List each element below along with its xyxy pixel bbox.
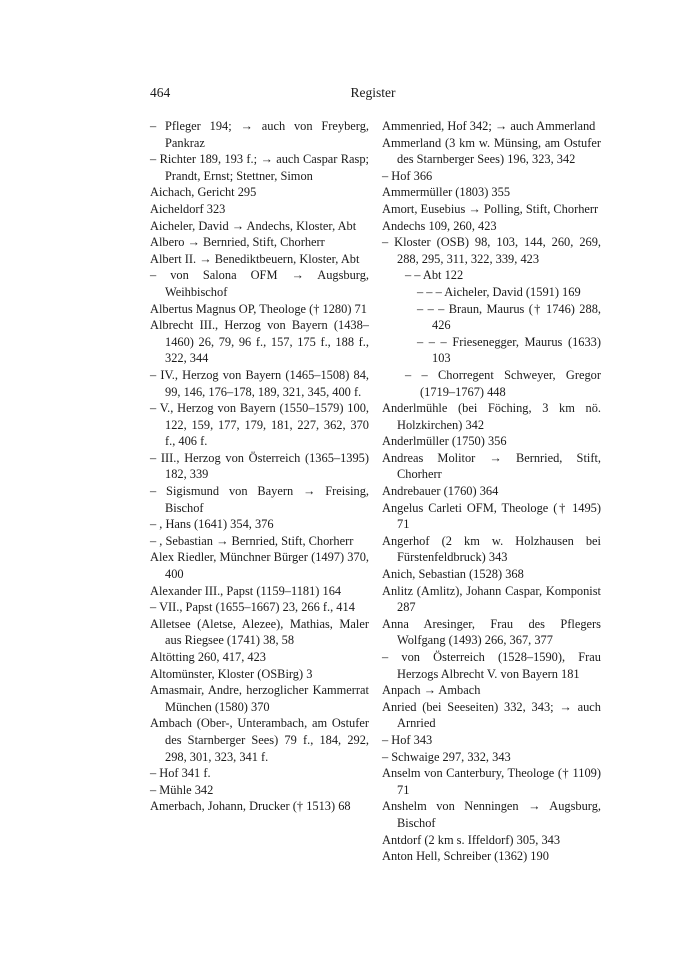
index-entry: – – – Friesenegger, Maurus (1633) 103 — [417, 334, 601, 366]
index-entry: – V., Herzog von Bayern (1550–1579) 100, 122, 159, 177, 179, 181, 227, 362, 370 f., 406 f. — [150, 401, 369, 449]
index-entry: – Mühle 342 — [150, 782, 214, 797]
index-entry: – – – Aicheler, David (1591) 169 — [417, 284, 581, 299]
index-entry: – – Chorregent Schweyer, Gregor (1719–1767) 448 — [405, 367, 601, 399]
index-entry: Andrebauer (1760) 364 — [382, 484, 499, 499]
index-entry: Ammerland (3 km w. Münsing, am Ostufer des Starnberger Sees) 196, 323, 342 — [382, 135, 601, 167]
index-entry: – Sigismund von Bayern → Freising, Bischof — [150, 484, 369, 515]
index-entry: Anpach → Ambach — [382, 683, 481, 698]
index-entry: – III., Herzog von Österreich (1365–1395) 182, 339 — [150, 450, 369, 482]
index-entry: – von Salona OFM → Augsburg, Weihbischof — [150, 268, 369, 299]
index-entry: Albert II. → Benediktbeuern, Kloster, Abt — [150, 251, 360, 266]
index-entry: Anlitz (Amlitz), Johann Caspar, Komponist 287 — [382, 583, 601, 615]
index-entry: – Hof 343 — [382, 732, 433, 747]
index-entry: – Pfleger 194; → auch von Freyberg, Pankraz — [150, 119, 369, 150]
index-entry: Angerhof (2 km w. Holzhausen bei Fürstenfeldbruck) 343 — [382, 533, 601, 565]
index-entry: – VII., Papst (1655–1667) 23, 266 f., 414 — [150, 600, 355, 615]
index-entry: Anderlmüller (1750) 356 — [382, 434, 507, 449]
index-entry: Amort, Eusebius → Polling, Stift, Chorherr — [382, 201, 599, 216]
index-entry: – von Österreich (1528–1590), Frau Herzogs Albrecht V. von Bayern 181 — [382, 650, 601, 681]
index-entry: – IV., Herzog von Bayern (1465–1508) 84, 99, 146, 176–178, 189, 321, 345, 400 f. — [150, 367, 369, 399]
index-entry: Ammenried, Hof 342; → auch Ammerland — [382, 119, 596, 133]
index-entry: Aicheler, David → Andechs, Kloster, Abt — [150, 218, 357, 233]
index-entry: Angelus Carleti OFM, Theologe († 1495) 71 — [382, 500, 601, 532]
index-entry: – Hof 341 f. — [150, 766, 211, 781]
index-entry: Altötting 260, 417, 423 — [150, 650, 266, 664]
page-header — [150, 85, 596, 103]
index-entry: Amasmair, Andre, herzoglicher Kammerrat München (1580) 370 — [150, 683, 369, 714]
index-entry: – – Abt 122 — [405, 268, 464, 283]
index-entry: Anich, Sebastian (1528) 368 — [382, 567, 524, 582]
index-entry: Ambach (Ober-, Unterambach, am Ostufer des Starnberger Sees) 79 f., 184, 292, 298, 301, 323, 341 f. — [150, 716, 369, 764]
index-entry: Alletsee (Aletse, Alezee), Mathias, Maler aus Riegsee (1741) 38, 58 — [150, 616, 369, 648]
page-number: 464 — [150, 85, 171, 100]
index-entry: Albrecht III., Herzog von Bayern (1438–1460) 26, 79, 96 f., 157, 175 f., 188 f., 322, 344 — [150, 318, 369, 366]
index-column-right — [382, 118, 601, 865]
index-entry: – Richter 189, 193 f.; → auch Caspar Rasp; Prandt, Ernst; Stettner, Simon — [150, 152, 369, 183]
index-entry: Anna Aresinger, Frau des Pflegers Wolfgang (1493) 266, 367, 377 — [382, 616, 601, 648]
index-entry: Anshelm von Nenningen → Augsburg, Bischof — [382, 799, 601, 830]
index-entry: Anderlmühle (bei Föching, 3 km nö. Holzkirchen) 342 — [382, 401, 601, 432]
index-entry: – , Sebastian → Bernried, Stift, Chorherr — [150, 533, 354, 548]
index-entry: – , Hans (1641) 354, 376 — [150, 517, 274, 532]
index-entry: – Kloster (OSB) 98, 103, 144, 260, 269, 288, 295, 311, 322, 339, 423 — [382, 235, 601, 266]
index-entry: Albero → Bernried, Stift, Chorherr — [150, 235, 325, 250]
index-entry: Albertus Magnus OP, Theologe († 1280) 71 — [150, 301, 367, 316]
index-column-left — [150, 118, 369, 815]
index-entry: – Hof 366 — [382, 168, 433, 183]
running-head: Register — [350, 85, 396, 100]
index-entry: Anselm von Canterbury, Theologe († 1109) 71 — [382, 766, 601, 797]
index-entry: Andechs 109, 260, 423 — [382, 218, 497, 233]
index-entry: Alex Riedler, Münchner Bürger (1497) 370, 400 — [150, 550, 369, 582]
index-entry: Antdorf (2 km s. Iffeldorf) 305, 343 — [382, 832, 561, 847]
index-entry: Anried (bei Seeseiten) 332, 343; → auch Arnried — [382, 699, 601, 731]
index-entry: Anton Hell, Schreiber (1362) 190 — [382, 849, 549, 864]
index-entry: Aichach, Gericht 295 — [150, 185, 257, 200]
index-entry: Aicheldorf 323 — [150, 201, 226, 216]
index-entry: Altomünster, Kloster (OSBirg) 3 — [150, 666, 313, 681]
index-entry: Alexander III., Papst (1159–1181) 164 — [150, 583, 342, 598]
index-entry: Amerbach, Johann, Drucker († 1513) 68 — [150, 799, 351, 814]
index-entry: – Schwaige 297, 332, 343 — [382, 749, 511, 764]
index-entry: Andreas Molitor → Bernried, Stift, Chorherr — [382, 450, 601, 482]
index-entry: Ammermüller (1803) 355 — [382, 185, 511, 200]
index-entry: – – – Braun, Maurus († 1746) 288, 426 — [417, 301, 601, 333]
